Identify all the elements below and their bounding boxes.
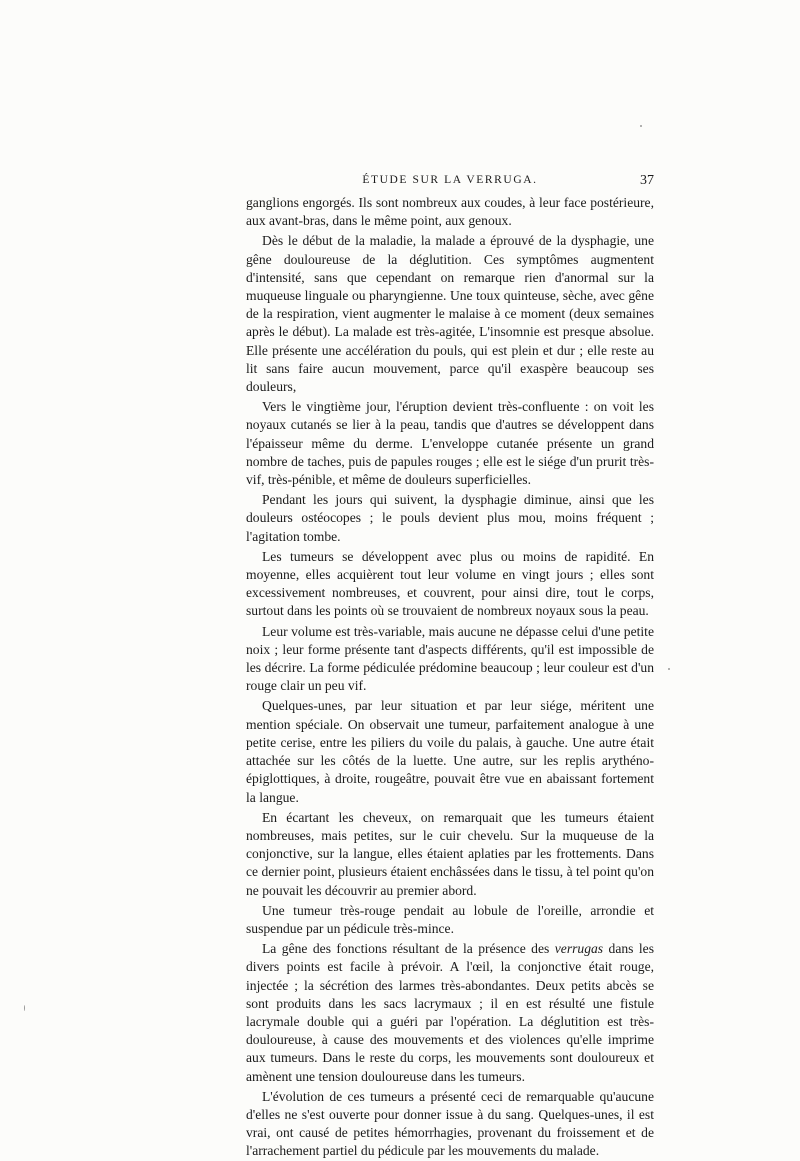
- paragraph: Une tumeur très-rouge pendait au lobule de l'oreille, arrondie et suspendue par un pédicule très-mince.: [246, 902, 654, 936]
- paragraph: En écartant les cheveux, on remarquait que les tumeurs étaient nombreuses, mais petites, sur le cuir chevelu. Sur la muqueuse de la conjonctive, sur la langue, elles étaient aplaties par les frottements. Dans ce dernier point, plusieurs étaient enchâssées dans le tissu, à tel point qu'on ne pouvait les découvrir au premier abord.: [246, 809, 654, 898]
- scan-speck: [668, 668, 670, 670]
- scan-speck: [24, 1005, 25, 1011]
- paragraph: L'évolution de ces tumeurs a présenté ceci de remarquable qu'aucune d'elles ne s'est ouverte pour donner issue à du sang. Quelques-unes, il est vrai, ont causé de petites hémorrhagies, provenant du froissement et de l'arrachement partiel du pédicule par les mouvements du malade.: [246, 1088, 654, 1159]
- running-title: ÉTUDE SUR LA VERRUGA.: [362, 174, 538, 186]
- paragraph: Vers le vingtième jour, l'éruption devient très-confluente : on voit les noyaux cutanés se lier à la peau, tandis que d'autres se développent dans l'épaisseur même du derme. L'enveloppe cutanée présente un grand nombre de taches, puis de papules rouges ; elle est le siége d'un prurit très-vif, très-pénible, et même de douleurs superficielles.: [246, 399, 654, 488]
- paragraph: ganglions engorgés. Ils sont nombreux aux coudes, à leur face postérieure, aux avant-bras, dans le même point, aux genoux.: [246, 195, 654, 229]
- paragraph: Dès le début de la maladie, la malade a éprouvé de la dysphagie, une gêne douloureuse de la déglutition. Ces symptômes augmentent d'intensité, sans que cependant on remarque rien d'anormal sur la muqueuse linguale ou pharyngienne. Une toux quinteuse, sèche, avec gêne de la respiration, vient augmenter le malaise à ce moment (deux semaines après le début). La malade est très-agitée, L'insomnie est presque absolue. Elle présente une accélération du pouls, qui est plein et dur ; elle reste au lit sans faire aucun mouvement, parce qu'il exaspère beaucoup ses douleurs,: [246, 233, 654, 395]
- paragraph: Pendant les jours qui suivent, la dysphagie diminue, ainsi que les douleurs ostéocopes ; le pouls devient plus mou, moins fréquent ; l'agitation tombe.: [246, 492, 654, 544]
- page-number: 37: [640, 173, 654, 188]
- text-run: dans les divers points est facile à prévoir. A l'œil, la conjonctive était rouge, injectée ; la sécrétion des larmes très-abondantes. Deux petits abcès se sont produits dans les sacs lacrymaux ; il en est résulté une fistule lacrymale double qui a guéri par l'opération. La déglutition est très-douloureuse, à cause des mouvements et des violences qu'elle imprime aux tumeurs. Dans le reste du corps, les mouvements sont douloureux et amènent une tension douloureuse dans les tumeurs.: [246, 941, 654, 1084]
- body-text: [246, 194, 654, 1161]
- paragraph: Quelques-unes, par leur situation et par leur siége, méritent une mention spéciale. On observait une tumeur, parfaitement analogue à une petite cerise, entre les piliers du voile du palais, à gauche. Une autre était attachée sur les côtés de la luette. Une autre, sur les replis arythéno-épiglottiques, à droite, rougeâtre, pouvait être vue en abaissant fortement la langue.: [246, 698, 654, 805]
- italic-term: verrugas: [554, 941, 604, 957]
- running-head: [246, 174, 654, 192]
- paragraph: Les tumeurs se développent avec plus ou moins de rapidité. En moyenne, elles acquièrent tout leur volume en vingt jours ; elles sont excessivement nombreuses, et couvrent, pour ainsi dire, tout le corps, surtout dans les points où se trouvaient de nombreux noyaux sous la peau.: [246, 548, 654, 619]
- paragraph: Leur volume est très-variable, mais aucune ne dépasse celui d'une petite noix ; leur forme présente tant d'aspects différents, qu'il est impossible de les décrire. La forme pédiculée prédomine beaucoup ; leur couleur est d'un rouge clair un peu vif.: [246, 623, 654, 694]
- paragraph-verrugas: [246, 940, 654, 1086]
- scan-speck: [640, 125, 642, 127]
- text-run: La gêne des fonctions résultant de la présence des: [262, 941, 555, 957]
